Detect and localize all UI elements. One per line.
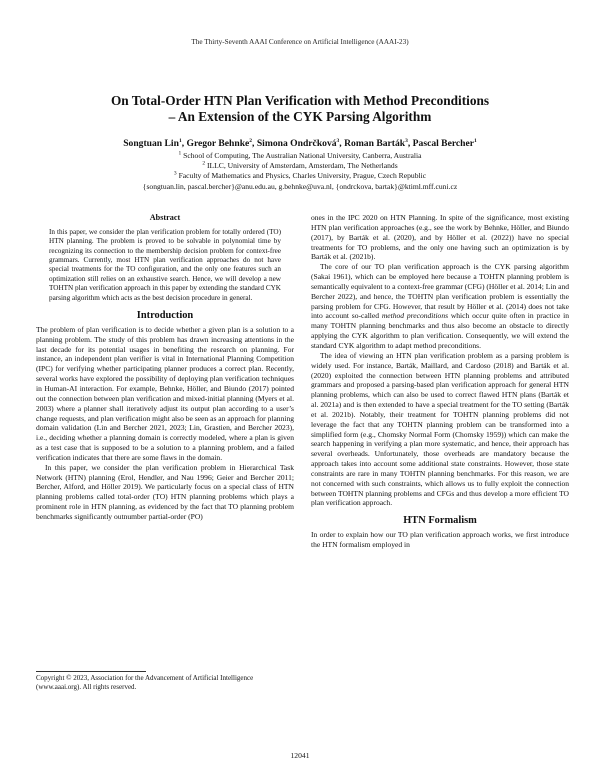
formalism-heading: HTN Formalism xyxy=(403,515,477,527)
author-affil-mark: 3 xyxy=(405,137,408,144)
author-name: Roman Barták xyxy=(344,138,406,149)
intro-paragraph: The problem of plan verification is to decide whether a given plan is a solution to a planning problem. The study of this problem has drawn increasing attentions in the last decade for its potential usages in benefiting the research on planning. For instance, an independent plan verifier is vital in International Planning Competition (IPC) for verifying whether participating planner produces a correct plan. Recently, several works have explored the possibility of deploying plan verification techniques in Human-AI interaction. For example, Behnke, Höller, and Biundo (2017) pointed out the connection between plan verification and mixed-initial planning (Myers et al. 2003) where a planner shall iteratively adjust its output plan according to a user’s change requests, and plan verification might also be seen as an approach for planning domain validation (Lin and Bercher 2021, 2023; Lin, Grastien, and Bercher 2023), i.e., deciding whether a planning domain is correctly modeled, where a plan is given as a test case that is supposed to be a solution to a planning problem, and a failed verification indicates that there are some flaws in the domain. xyxy=(36,324,294,462)
intro-paragraph: The idea of viewing an HTN plan verification problem as a parsing problem is widely used. For instance, Barták, Maillard, and Cardoso (2018) and Barták et al. (2020) exploited the connection between HTN planning problems and attributed grammars and proposed a parsing-based plan verification approach for general HTN planning problems, which can also be used to correct flawed HTN plans (Barták et al. 2021a) and is then extended to have a special treatment for the TO setting (Barták et al. 2021b). Notably, their treatment for TOHTN planning problems did not leverage the fact that any TOHTN planning problem can be transformed into a simplified form (e.g., Chomsky Normal Form (Chomsky 1959)) which can make the search happening in verifying a plan more systematic, and hence, their approach has several overheads. Unfortunately, those overheads are mandatory because the approach takes into account some additional state constraints. However, those state constraints are rare in many TOHTN planning benchmarks. For this reason, we are not concerned with such constraints, which allows us to fully exploit the connection between TOHTN planning problems and CFGs and thus develop a more efficient TO plan verification approach. xyxy=(311,350,569,508)
emphasis-term: method preconditions xyxy=(381,311,449,321)
page-number: 12041 xyxy=(290,751,310,760)
author-emails: {songtuan.lin, pascal.bercher}@anu.edu.au, g.behnke@uva.nl, {ondrckova, bartak}@ktiml.mff.cuni.cz xyxy=(142,181,458,191)
intro-paragraph: In this paper, we consider the plan verification problem in Hierarchical Task Network (HTN) planning (Erol, Hendler, and Nau 1996; Geier and Bercher 2011; Bercher, Alford, and Höller 2019). We particularly focus on a special class of HTN planning problems called total-order (TO) HTN planning problems which plays a prominent role in HTN planning, as evidenced by the fact that TO planning problem benchmarks significantly outnumber partial-order (PO) xyxy=(36,462,294,521)
author-name: Pascal Bercher xyxy=(412,138,475,149)
affiliations xyxy=(60,151,540,192)
author-affil-mark: 2 xyxy=(249,137,253,144)
author-name: Songtuan Lin xyxy=(123,138,179,149)
abstract-heading: Abstract xyxy=(149,213,181,222)
intro-paragraph: The core of our TO plan verification approach is the CYK parsing algorithm (Sakai 1961), which can be employed here because a TOHTN planning problem is semantically equivalent to a context-free grammar (CFG) (Höller et al. 2014; Lin and Bercher 2022), and hence, the TOHTN plan verification problem is essentially the parsing problem for CFG. However, that result by Höller et al. (2014) does not take into account so-called method preconditions which occur quite often in practice in many TOHTN planning benchmarks and thus also become an obstacle to directly applying the CYK algorithm to plan verification. Consequently, we will extend the standard CYK algorithm to adapt method preconditions. xyxy=(311,262,569,350)
author-affil-mark: 1 xyxy=(474,137,477,144)
footnote-rule xyxy=(36,671,146,672)
formalism-paragraph: In order to explain how our TO plan verification approach works, we first introduce the HTN formalism employed in xyxy=(311,530,569,549)
copyright-notice: Copyright © 2023, Association for the Advancement of Artificial Intelligence (www.aaai.org). All rights reserved. xyxy=(36,674,254,691)
abstract-text: In this paper, we consider the plan verification problem for totally ordered (TO) HTN planning. The problem is proved to be solvable in polynomial time by recognizing its connection to the membership decision problem for context-free grammars. Currently, most HTN plan verification approaches do not have special treatments for the TO configuration, and the only one features such an optimization still relies on an exhaustive search. Hence, we will develop a new TOHTN plan verification approach in this paper by extending the standard CYK parsing algorithm which acts as the best decision procedure in general. xyxy=(49,227,281,302)
author-affil-mark: 1 xyxy=(178,137,182,144)
conference-header: The Thirty-Seventh AAAI Conference on Artificial Intelligence (AAAI-23) xyxy=(191,38,409,46)
title-line-1: On Total-Order HTN Plan Verification with Method Preconditions xyxy=(110,93,490,108)
paper-title xyxy=(60,93,540,125)
author-affil-mark: 3 xyxy=(336,137,340,144)
affiliation-line: $^2$ ILLC, University of Amsterdam, Amsterdam, The Netherlands xyxy=(202,160,398,171)
author-list: Songtuan Lin$^1$, Gregor Behnke$^2$, Simona Ondrčková$^3$, Roman Barták$^3$, Pascal Bercher$^1$ xyxy=(123,137,477,149)
title-line-2: – An Extension of the CYK Parsing Algorithm xyxy=(168,109,432,124)
author-name: Gregor Behnke xyxy=(186,138,250,149)
introduction-heading: Introduction xyxy=(136,310,194,322)
right-column xyxy=(311,213,569,550)
left-column xyxy=(36,213,294,522)
intro-paragraph: ones in the IPC 2020 on HTN Planning. In spite of the significance, most existing HTN plan verification approaches (e.g., see the work by Behnke, Höller, and Biundo (2017), by Barták et al. (2020), and by Höller et al. (2022)) have no special treatments for TO problems, and the only one having such an optimization is by Barták et al. (2021b). xyxy=(311,213,569,262)
affiliation-line: $^3$ Faculty of Mathematics and Physics, Charles University, Prague, Czech Republic xyxy=(173,170,427,181)
abstract-body xyxy=(49,228,281,303)
affiliation-line: $^1$ School of Computing, The Australian National University, Canberra, Australia xyxy=(178,150,422,160)
author-name: Simona Ondrčková xyxy=(256,138,337,149)
